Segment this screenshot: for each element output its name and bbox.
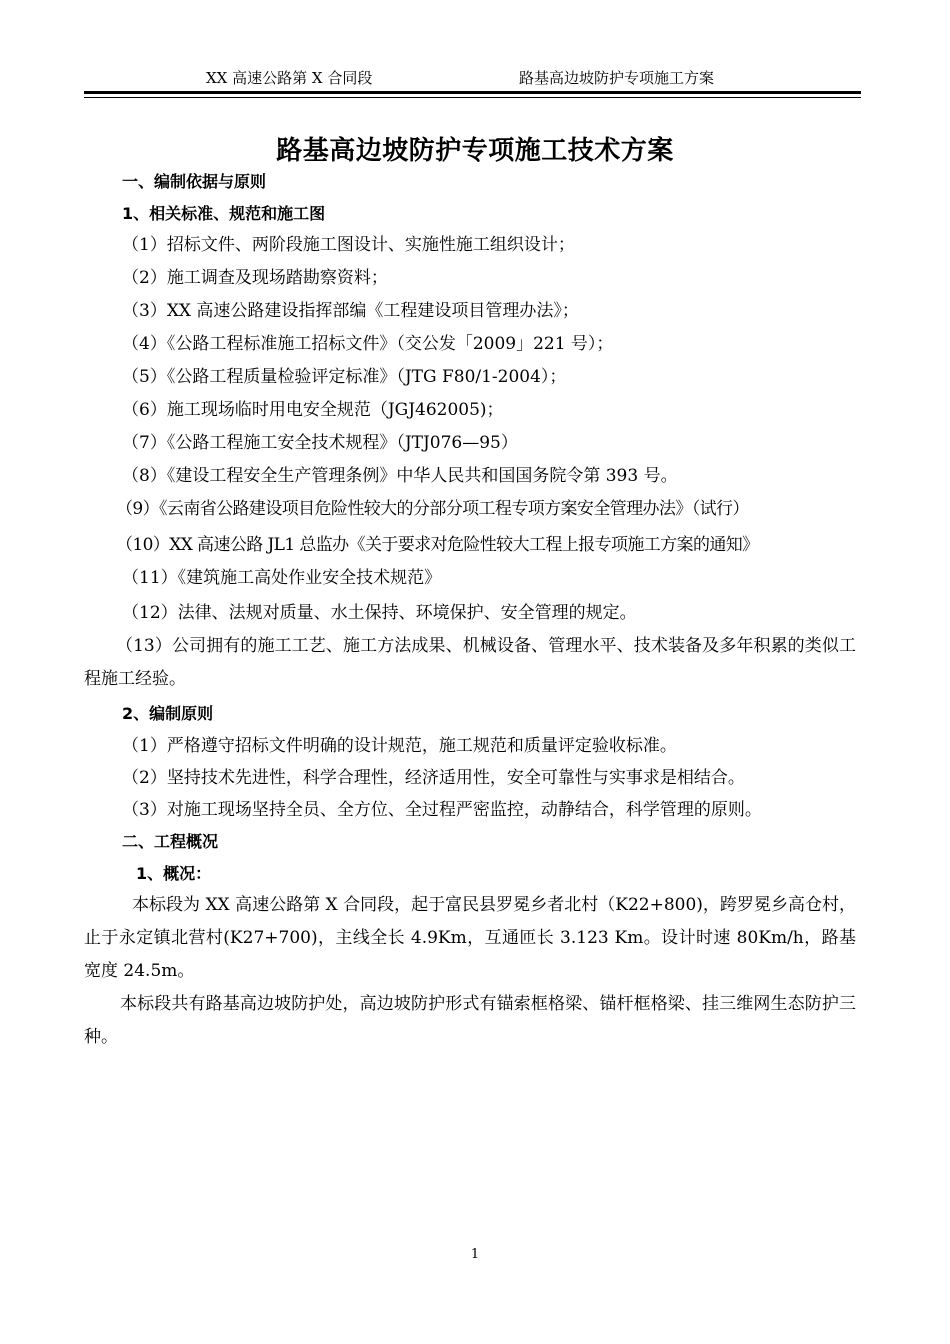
header-rule-thin (84, 97, 861, 98)
page-number: 1 (470, 1247, 480, 1262)
reference-item: （5）《公路工程质量检验评定标准》（JTG F80/1-2004）； (122, 367, 567, 387)
reference-item: （3）XX 高速公路建设指挥部编《工程建设项目管理办法》； (122, 301, 579, 321)
principle-item: （2）坚持技术先进性，科学合理性，经济适用性，安全可靠性与实事求是相结合。 (122, 768, 745, 788)
reference-item: （11）《建筑施工高处作业安全技术规范》 (122, 568, 442, 588)
reference-item: （12）法律、法规对质量、水土保持、环境保护、安全管理的规定。 (122, 603, 637, 623)
overview-paragraph: 本标段为 XX 高速公路第 X 合同段，起于富民县罗冕乡者北村（K22+800)，跨罗冕乡高仓村，止于永定镇北营村(K27+700)，主线全长 4.9Km，互通匝长 3.123 Km。设计时速 80Km/h，路基宽度 24.5m。 (84, 895, 856, 981)
reference-item: （1）招标文件、两阶段施工图设计、实施性施工组织设计； (122, 235, 575, 255)
header-rule-thick (84, 91, 861, 94)
principle-item: （3）对施工现场坚持全员、全方位、全过程严密监控，动静结合，科学管理的原则。 (122, 800, 762, 820)
reference-item: （10）XX 高速公路 JL1 总监办《关于要求对危险性较大工程上报专项施工方案的通知》 (116, 535, 759, 555)
header-left-text: XX 高速公路第 X 合同段 (206, 69, 373, 87)
reference-item: （2）施工调查及现场踏勘察资料； (122, 268, 388, 288)
header-right-text: 路基高边坡防护专项施工方案 (519, 69, 715, 87)
subsection-1-1-heading: 1、相关标准、规范和施工图 (122, 204, 326, 223)
reference-item: （4）《公路工程标准施工招标文件》（交公发「2009」221 号）； (122, 334, 614, 354)
document-title: 路基高边坡防护专项施工技术方案 (276, 136, 674, 166)
subsection-2-1-heading: 1、概况： (136, 864, 212, 883)
section-2-heading: 二、工程概况 (122, 832, 219, 851)
overview-paragraph: 本标段共有路基高边坡防护处，高边坡防护形式有锚索框格梁、锚杆框格梁、挂三维网生态防护三种。 (84, 994, 856, 1047)
reference-item: （9）《云南省公路建设项目危险性较大的分部分项工程专项方案安全管理办法》（试行） (116, 499, 749, 519)
subsection-1-2-heading: 2、编制原则 (122, 704, 214, 723)
reference-item: （7）《公路工程施工安全技术规程》（JTJ076—95） (122, 433, 518, 453)
section-1-heading: 一、编制依据与原则 (122, 172, 267, 191)
reference-item: （6）施工现场临时用电安全规范（JGJ462005)； (122, 400, 504, 420)
running-header (84, 66, 861, 90)
reference-item-13: （13）公司拥有的施工工艺、施工方法成果、机械设备、管理水平、技术装备及多年积累的类似工程施工经验。 (84, 636, 856, 689)
principle-item: （1）严格遵守招标文件明确的设计规范，施工规范和质量评定验收标准。 (122, 736, 677, 756)
reference-item: （8）《建设工程安全生产管理条例》中华人民共和国国务院令第 393 号。 (122, 466, 678, 486)
